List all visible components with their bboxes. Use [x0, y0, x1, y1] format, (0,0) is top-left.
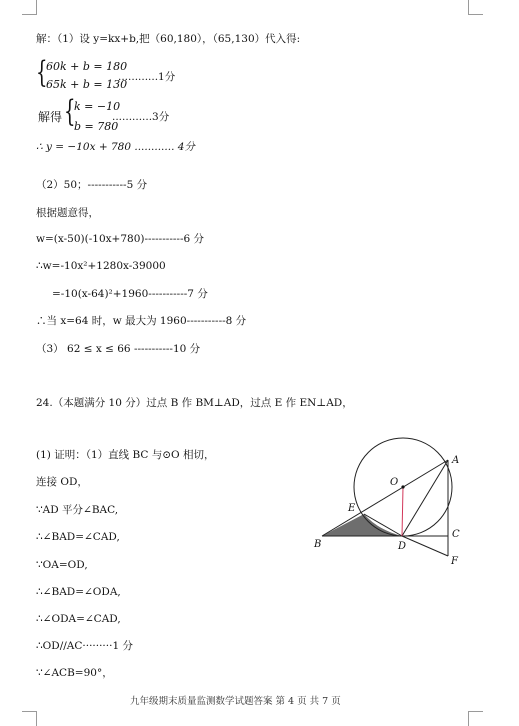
system1-eq1: 60k + b = 180 — [46, 60, 128, 73]
solution-intro: 解：（1）设 y=kx+b,把（60,180），（65,130）代入得: — [36, 33, 301, 45]
line-y-result: ∴ y = −10x + 780 ............ 4分 — [36, 141, 195, 153]
crop-mark-bottom-right — [468, 711, 483, 726]
proof-line-8: ∴OD//AC·········1 分 — [36, 640, 133, 652]
proof-line-7: ∴∠ODA=∠CAD, — [36, 613, 121, 625]
system2-eq2: b = 780 — [74, 120, 119, 133]
label-o: O — [390, 477, 399, 488]
shaded-region — [322, 514, 402, 536]
label-e: E — [348, 503, 356, 514]
label-d: D — [398, 541, 407, 552]
proof-line-5: ∵OA=OD, — [36, 559, 88, 571]
system2-eq1: k = −10 — [74, 100, 121, 113]
label-b: B — [314, 539, 322, 550]
proof-line-4: ∴∠BAD=∠CAD, — [36, 531, 120, 543]
line-according: 根据题意得， — [36, 207, 99, 219]
page-footer: 九年级期末质量监测数学试题答案 第 4 页 共 7 页 — [130, 696, 341, 707]
line-w1: w=(x-50)(-10x+780)-----------6 分 — [36, 233, 205, 245]
part3-answer: （3） 62 ≤ x ≤ 66 -----------10 分 — [36, 343, 201, 355]
system2-prefix: 解得 — [38, 110, 63, 124]
proof-line-3: ∵AD 平分∠BAC, — [36, 504, 119, 516]
proof-line-2: 连接 OD， — [36, 476, 88, 488]
line-w4: ∴当 x=64 时，w 最大为 1960-----------8 分 — [36, 315, 247, 327]
brace-system-2: { — [64, 94, 76, 129]
label-c: C — [452, 529, 460, 540]
line-w3: =-10(x-64)²+1960-----------7 分 — [52, 288, 208, 300]
system2-score: ............3分 — [112, 111, 170, 123]
crop-mark-top-right — [468, 0, 483, 15]
center-point-o — [401, 485, 404, 488]
crop-mark-bottom-left — [22, 711, 37, 726]
geometry-figure — [300, 425, 475, 575]
line-df — [402, 536, 448, 556]
system1-score: ............1分 — [118, 71, 176, 83]
system1-eq2: 65k + b = 130 — [46, 78, 128, 91]
proof-line-1: (1) 证明：（1）直线 BC 与⊙O 相切， — [36, 449, 215, 461]
part2-answer: （2）50；-----------5 分 — [36, 179, 148, 191]
line-ad — [402, 460, 448, 536]
proof-line-6: ∴∠BAD=∠ODA, — [36, 586, 121, 598]
question-24-header: 24.（本题满分 10 分）过点 B 作 BM⊥AD，过点 E 作 EN⊥AD， — [36, 397, 353, 409]
label-a: A — [452, 455, 460, 466]
crop-mark-top-left — [22, 0, 37, 15]
brace-system-1: { — [36, 55, 48, 90]
line-ba — [322, 460, 448, 536]
proof-line-9: ∵∠ACB=90°， — [36, 667, 113, 679]
line-w2: ∴w=-10x²+1280x-39000 — [36, 260, 166, 272]
label-f: F — [451, 556, 458, 567]
radius-od — [402, 487, 403, 536]
